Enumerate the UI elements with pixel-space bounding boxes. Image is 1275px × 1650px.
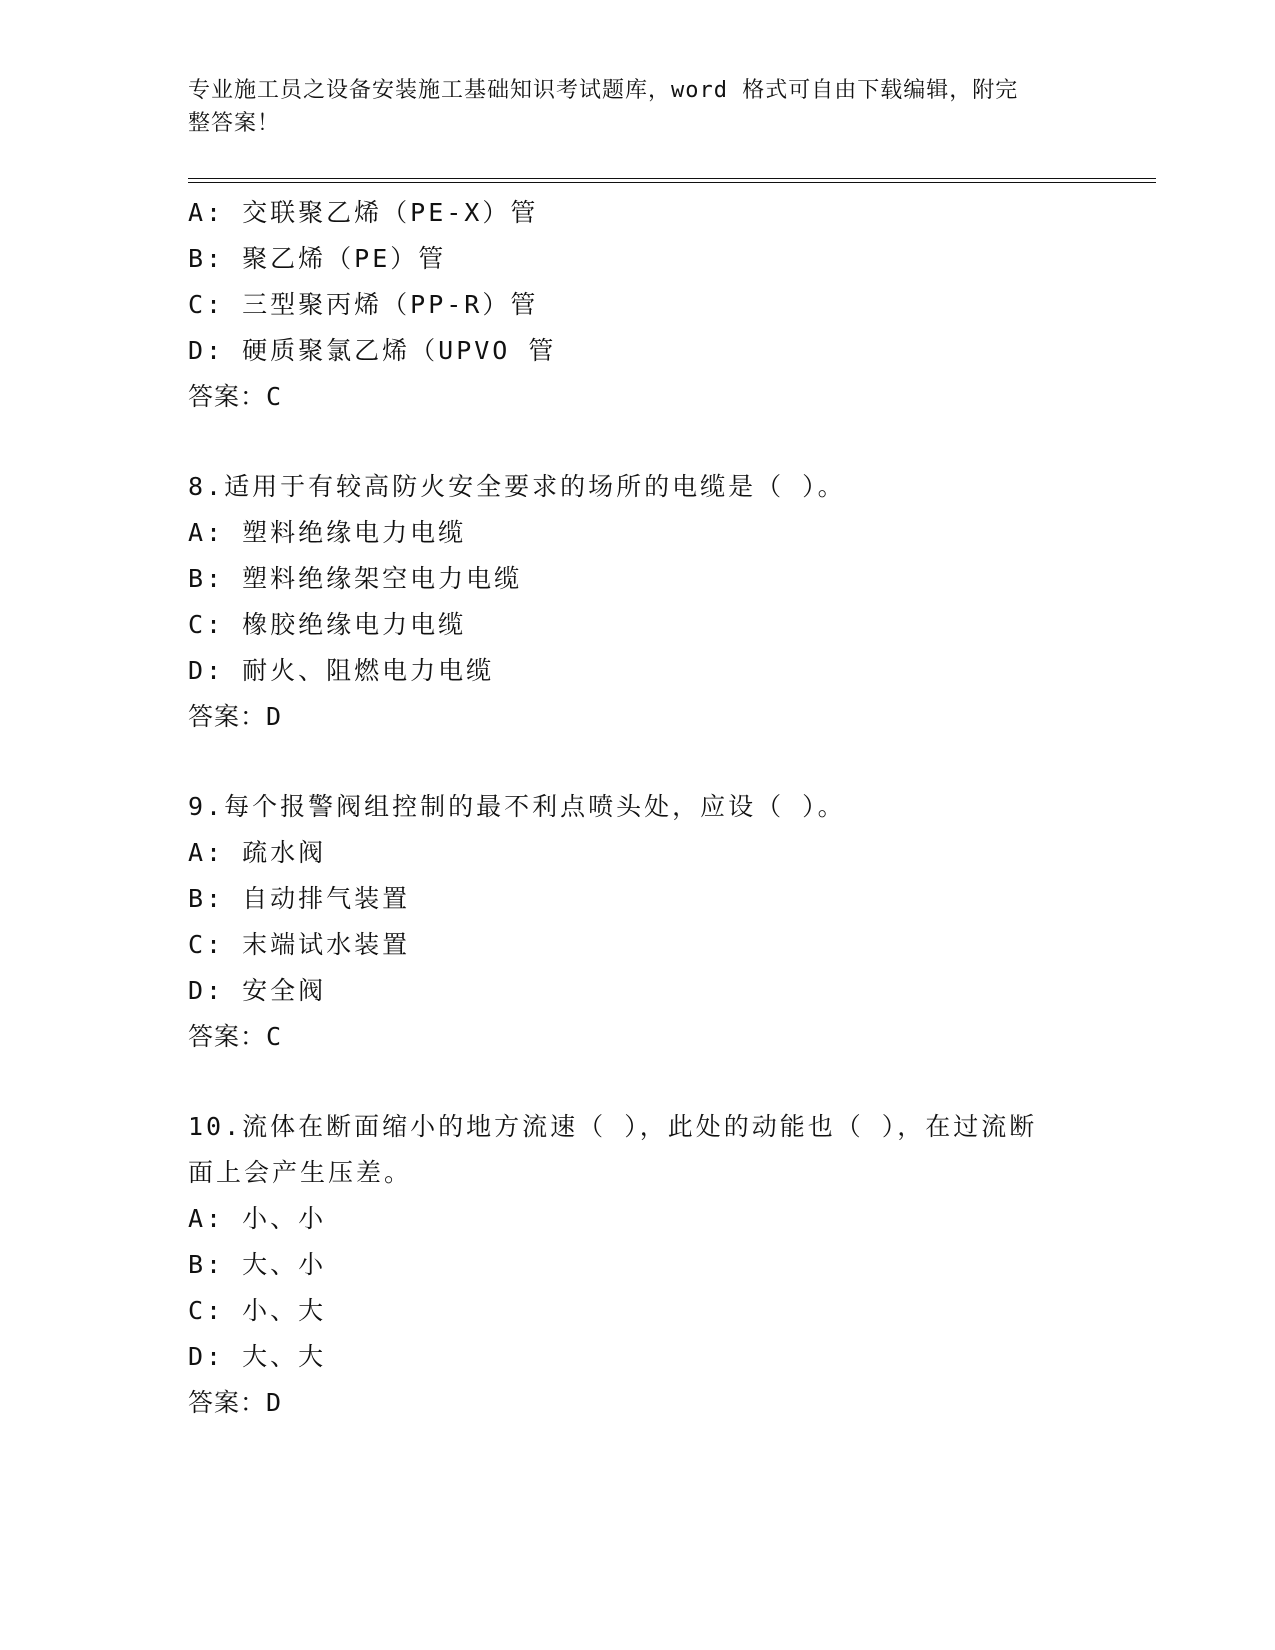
option-c: C: 橡胶绝缘电力电缆 (188, 610, 467, 639)
option-d: D: 大、大 (188, 1342, 327, 1371)
option-b: B: 自动排气装置 (188, 884, 411, 913)
answer-label: 答案： (188, 1022, 267, 1051)
question-stem: 9.每个报警阀组控制的最不利点喷头处，应设（ ）。 (188, 792, 846, 821)
option-b: B: 大、小 (188, 1250, 327, 1279)
answer-label: 答案： (188, 702, 267, 731)
answer-value: D (266, 702, 284, 731)
answer-line (188, 1380, 1148, 1426)
option-c: C: 末端试水装置 (188, 930, 411, 959)
question-10 (188, 1104, 1148, 1426)
option-a: A: 塑料绝缘电力电缆 (188, 518, 467, 547)
question-stem-line-2: 面上会产生压差。 (188, 1158, 413, 1187)
answer-line (188, 694, 1148, 740)
option-b: B: 塑料绝缘架空电力电缆 (188, 564, 523, 593)
header-line-2: 整答案！ (188, 111, 281, 136)
question-stem: 8.适用于有较高防火安全要求的场所的电缆是（ ）。 (188, 472, 846, 501)
question-7-continued (188, 190, 1148, 420)
option-a: A: 小、小 (188, 1204, 327, 1233)
document-header (188, 74, 1088, 140)
answer-line (188, 374, 1148, 420)
option-c: C: 三型聚丙烯（PP-R）管 (188, 290, 539, 319)
question-list (188, 190, 1148, 1426)
answer-value: C (266, 382, 284, 411)
answer-value: C (266, 1022, 284, 1051)
answer-label: 答案： (188, 382, 267, 411)
option-d: D: 安全阀 (188, 976, 327, 1005)
header-line-1: 专业施工员之设备安装施工基础知识考试题库，word 格式可自由下载编辑，附完 (188, 78, 1019, 103)
question-8 (188, 464, 1148, 740)
answer-value: D (266, 1388, 284, 1417)
option-a: A: 交联聚乙烯（PE-X）管 (188, 198, 539, 227)
option-c: C: 小、大 (188, 1296, 327, 1325)
option-d: D: 耐火、阻燃电力电缆 (188, 656, 495, 685)
question-stem-line-1: 10.流体在断面缩小的地方流速（ ），此处的动能也（ ），在过流断 (188, 1112, 1038, 1141)
answer-label: 答案： (188, 1388, 267, 1417)
option-d: D: 硬质聚氯乙烯（UPVO 管 (188, 336, 557, 365)
answer-line (188, 1014, 1148, 1060)
option-a: A: 疏水阀 (188, 838, 327, 867)
header-double-rule (188, 178, 1156, 183)
question-9 (188, 784, 1148, 1060)
option-b: B: 聚乙烯（PE）管 (188, 244, 447, 273)
